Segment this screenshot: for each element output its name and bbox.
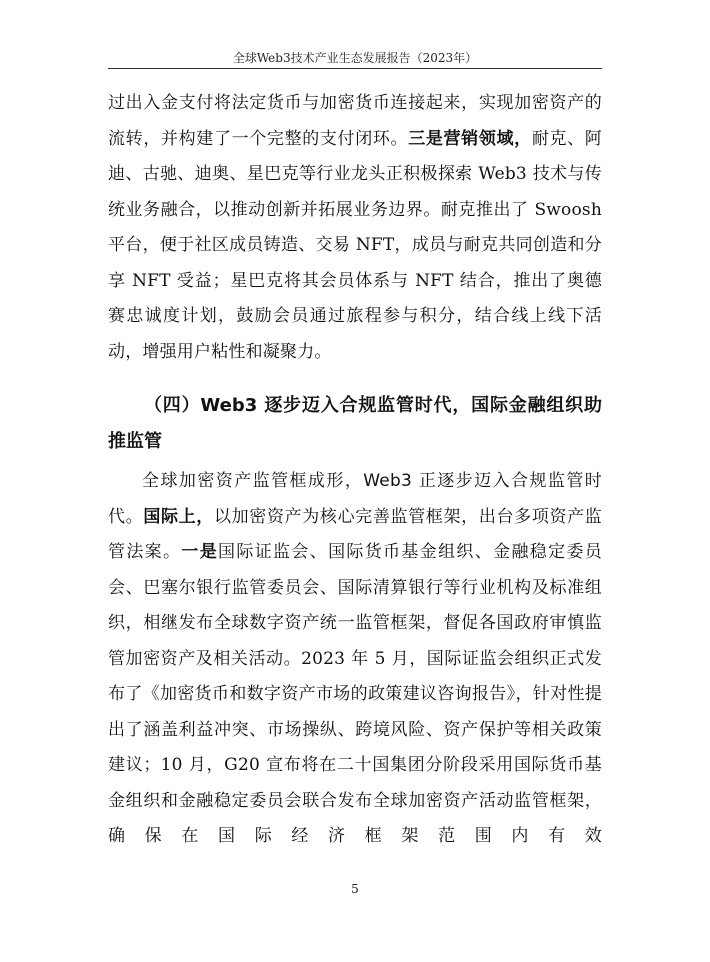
paragraph-text: 过出入金支付将法定货币与加密货币连接起来，实现加密资产的流转，并构建了一个完整的支付闭环。: [108, 93, 602, 149]
header-title: 全球Web3技术产业生态发展报告（2023年）: [232, 51, 478, 65]
paragraph-text: 以加密资产为核心完善监管框架，出台多项资产监管法案。: [108, 506, 602, 562]
header-divider: [108, 68, 602, 69]
paragraph-bold-text: 国际上，: [143, 506, 214, 527]
page-number: 5: [351, 882, 359, 896]
paragraph-regulation: [108, 464, 602, 855]
section-heading: （四）Web3 逐步迈入合规监管时代，国际金融组织助推监管: [108, 395, 602, 452]
paragraph-marketing: [108, 86, 602, 370]
paragraph-text: 国际证监会、国际货币基金组织、金融稳定委员会、巴塞尔银行监管委员会、国际清算银行等行业机构及标准组织，相继发布全球数字资产统一监管框架，督促各国政府审慎监管加密资产及相关活动。2023 年 5 月，国际证监会组织正式发布了《加密货币和数字资产市场的政策建议咨询报告》，针对性提出了涵盖利益冲突、市场操纵、跨境风险、资产保护等相关政策建议；10 月，G20 宣布将在二十国集团分阶段采用国际货币基金组织和金融稳定委员会联合发布全球加密资产活动监管框架，确保在国际经济框架范围内有效: [108, 542, 602, 846]
paragraph-text: 耐克、阿迪、古驰、迪奥、星巴克等行业龙头正积极探索 Web3 技术与传统业务融合，以推动创新并拓展业务边界。耐克推出了 Swoosh 平台，便于社区成员铸造、交易 NFT，成员与耐克共同创造和分享 NFT 受益；星巴克将其会员体系与 NFT 结合，推出了奥德赛忠诚度计划，鼓励会员通过旅程参与积分，结合线上线下活动，增强用户粘性和凝聚力。: [108, 128, 602, 362]
paragraph-bold-text: 一是: [181, 542, 219, 562]
paragraph-lead-text: 全球加密资产监管框成形，Web3 正逐步迈入合规监管时代。: [108, 471, 602, 527]
paragraph-bold-text: 三是营销领域，: [408, 128, 532, 149]
